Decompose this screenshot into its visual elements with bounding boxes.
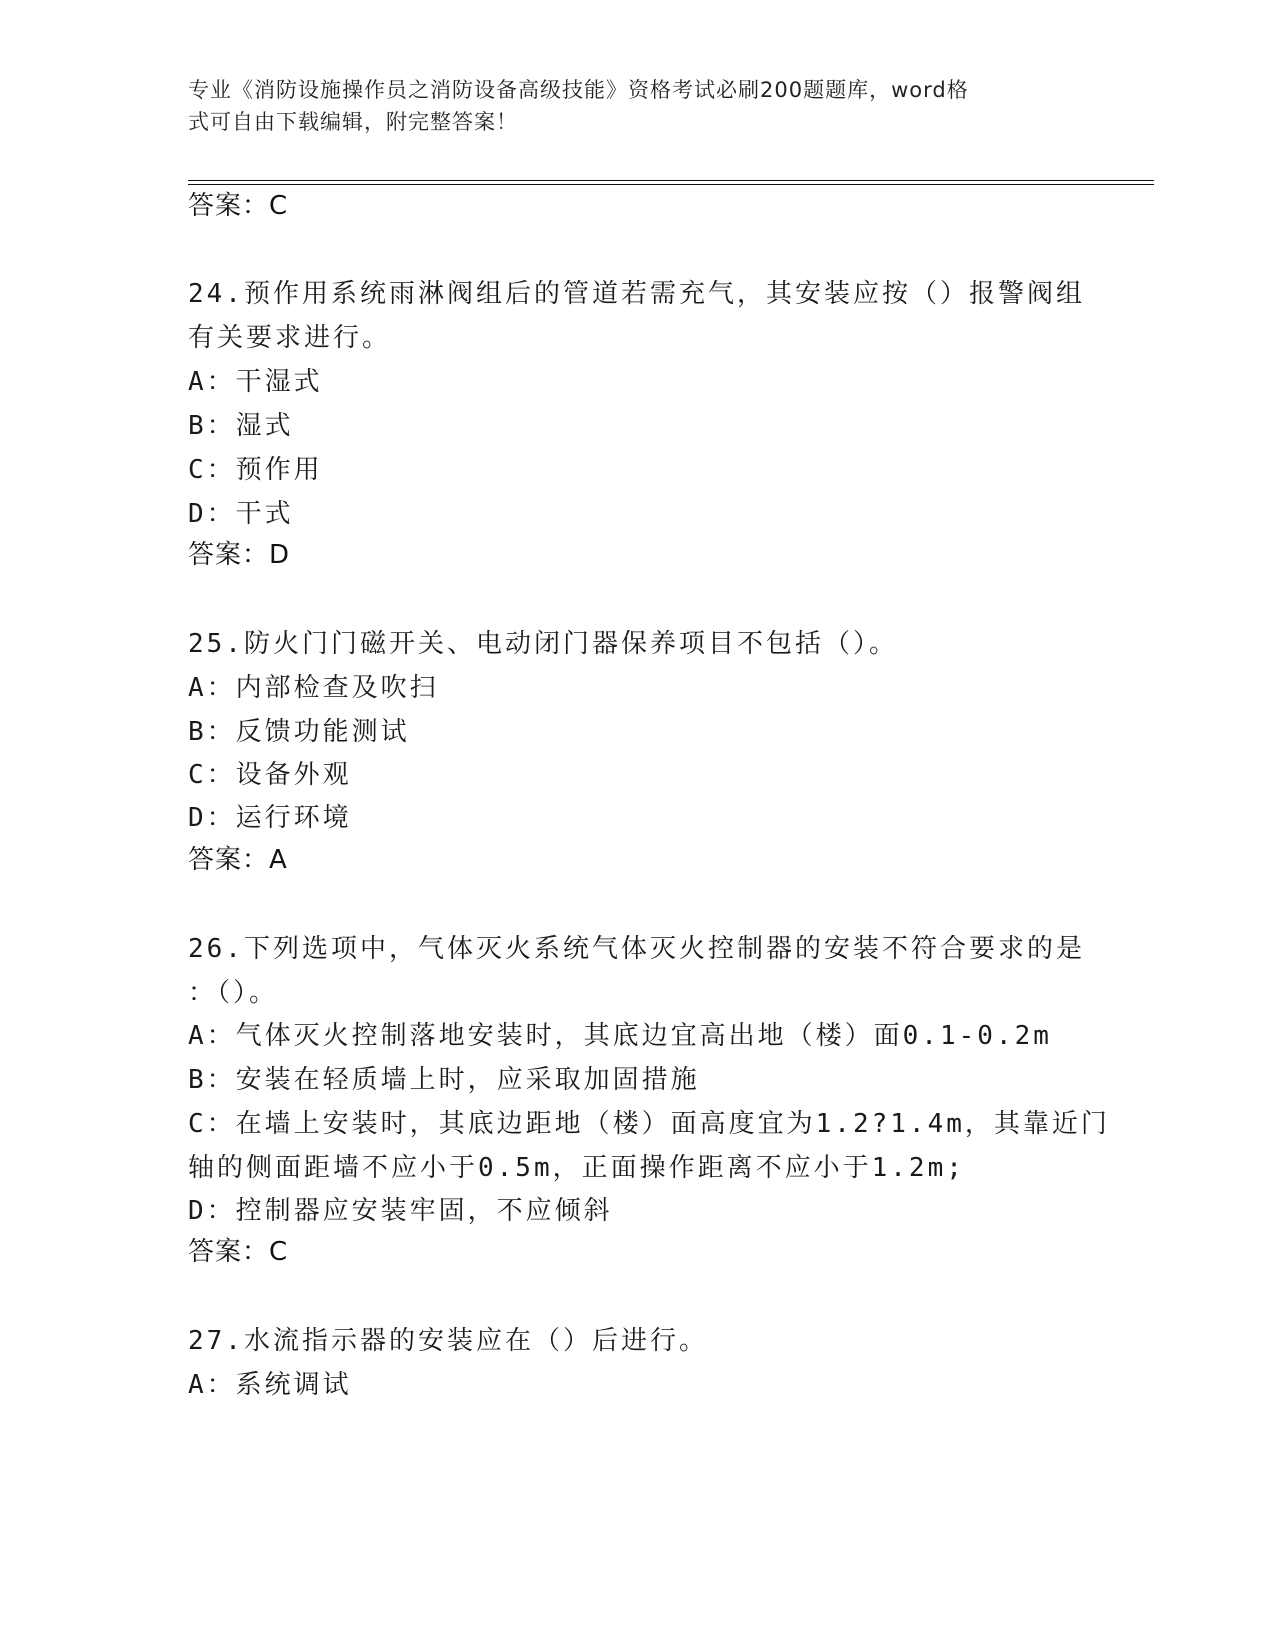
question-24-option-c: C：预作用	[188, 455, 323, 485]
question-26-option-d: D：控制器应安装牢固，不应倾斜	[188, 1196, 613, 1226]
question-25-option-c: C：设备外观	[188, 760, 352, 790]
header-line-1: 专业《消防设施操作员之消防设备高级技能》资格考试必刷200题题库，word格	[188, 78, 969, 102]
header-divider-top	[188, 180, 1154, 181]
question-26-answer: 答案：C	[188, 1237, 289, 1267]
question-25-option-d: D：运行环境	[188, 803, 352, 833]
question-26-option-c: C：在墙上安装时，其底边距地（楼）面高度宜为1.2?1.4m，其靠近门	[188, 1109, 1110, 1139]
question-24-option-b: B：湿式	[188, 411, 294, 441]
question-25-option-b: B：反馈功能测试	[188, 717, 410, 747]
question-26-stem-line-2: ：（）。	[188, 978, 279, 1008]
document-header	[188, 74, 1088, 138]
question-24-option-d: D：干式	[188, 499, 294, 529]
question-27-option-a: A：系统调试	[188, 1370, 352, 1400]
question-25-stem-line-1: 25.防火门门磁开关、电动闭门器保养项目不包括（）。	[188, 629, 898, 659]
question-26-option-b: B：安装在轻质墙上时，应采取加固措施	[188, 1065, 700, 1095]
question-24-stem-line-1: 24.预作用系统雨淋阀组后的管道若需充气，其安装应按（）报警阀组	[188, 279, 1085, 309]
question-24-answer: 答案：D	[188, 540, 291, 570]
header-divider-bottom	[188, 184, 1154, 185]
question-26-option-a: A：气体灭火控制落地安装时，其底边宜高出地（楼）面0.1-0.2m	[188, 1021, 1052, 1051]
question-24-stem-line-2: 有关要求进行。	[188, 323, 392, 353]
header-line-2: 式可自由下载编辑，附完整答案！	[188, 110, 518, 134]
question-26-option-c-continued: 轴的侧面距墙不应小于0.5m，正面操作距离不应小于1.2m;	[188, 1153, 965, 1183]
question-24-option-a: A：干湿式	[188, 367, 323, 397]
question-27-stem-line-1: 27.水流指示器的安装应在（）后进行。	[188, 1326, 708, 1356]
question-26-stem-line-1: 26.下列选项中，气体灭火系统气体灭火控制器的安装不符合要求的是	[188, 934, 1085, 964]
question-25-option-a: A：内部检查及吹扫	[188, 673, 439, 703]
question-25-answer: 答案：A	[188, 845, 288, 875]
answer-line: 答案：C	[188, 191, 289, 221]
